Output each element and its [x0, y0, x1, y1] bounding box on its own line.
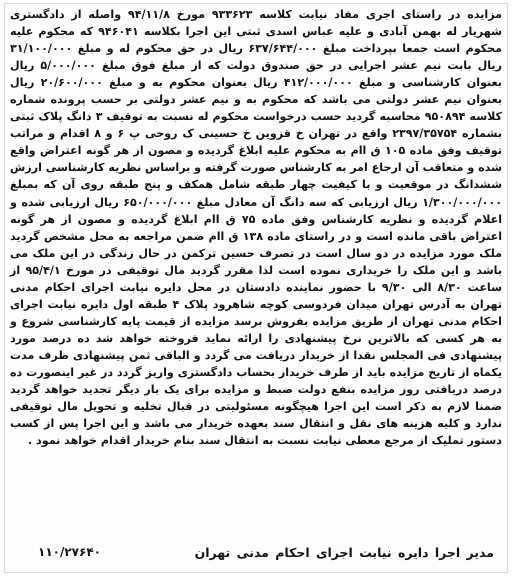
signature-title: مدیر اجرا دایره نیابت اجرای احکام مدنی تهران	[194, 545, 494, 560]
auction-notice-text: مزایده در راستای اجری مفاد نیابت کلاسه ۹۳۳۶۲۳ مورخ ۹۴/۱۱/۸ واصله از دادگستری شهریار له بهمن آبادی و علیه عباس اسدی ثبتی این اجرا بکلاسه ۹۴۶۰۴۱ که محکوم علیه محکوم است جمعا بپرداخت مبلغ ۶۳۷/۶۴۴/۰۰۰ ریال در حق محکوم له و مبلغ ۳۱/۱۰۰/۰۰۰ ریال بابت نیم عشر اجرایی در حق صندوق دولت که از مبلغ فوق مبلغ ۵/۰۰۰/۰۰۰ ریال بعنوان کارشناسی و مبلغ ۴۱۲/۰۰۰/۰۰۰ ریال بعنوان محکوم به و مبلغ ۲۰/۶۰۰/۰۰۰ ریال بعنوان نیم عشر دولتی می باشد که محکوم به و نیم عشر دولتی بر حسب پرونده شماره کلاسه ۹۵۰۸۹۴ محاسبه گردید حسب درخواست محکوم له نسبت به توقیف ۳ دانگ پلاک ثبتی بشماره ۲۳۹۷/۳۵۷۵۴ واقع در تهران خ قزوین خ حسینی ک روحی پ ۶ و ۸ اقدام و مراتب توقیف وفق ماده ۱۰۵ ق اام به محکوم علیه ابلاغ گردیده و مصون از هر گونه اعتراض واقع شده و متعاقب آن ارجاع امر به کارشناس صورت گرفته و براساس نظریه کارشناسی ارزش ششدانگ در موقعیت و با کیفیت چهار طبقه شامل همکف و پنج طبقه روی آن که بمبلغ ۱/۳۰۰/۰۰۰/۰۰۰ ریال ارزیابی که سه دانگ آن معادل مبلغ ۶۵۰/۰۰۰/۰۰۰ ریال ارزیابی شده و اعلام گردیده و نظریه کارشناس وفق ماده ۷۵ ق اام ابلاغ گردیده و مصون از هر گونه اعتراض باقی مانده است و در راستای ماده ۱۳۸ ق اام ضمن مراجعه به محل مشخص گردید ملک مورد مزایده در دو سال است در تصرف حسین ترکمن در حال زندگی در این ملک می باشد و این ملک را خریداری نموده است لذا مقرر گردید مال توقیفی در مورخ ۹۵/۴/۱ از ساعت ۸/۳۰ الی ۹/۳۰ با حضور نماینده دادستان در محل دایره نیابت اجرای احکام مدنی تهران به آدرس تهران میدان فردوسی کوچه شاهرود پلاک ۴ طبقه اول دایره نیابت اجرای احکام مدنی تهران از طریق مزایده بفروش برسد مزایده از قیمت پایه کارشناسی شروع و به هر کسی که بالاترین نرخ پیشنهادی را ارائه نماید فروخته خواهد شد ده درصد مورد پیشنهادی فی المجلس نقدا از خریدار دریافت می گردد و الباقی ثمن پیشنهادی ظرف مدت یکماه از تاریخ مزایده باید از طرف خریدار بحساب دادگستری واریز گردد در غیر اینصورت ده درصد دریافتی روز مزایده بنفع دولت ضبط و مزایده برای یک بار دیگر تجدید خواهد گردید ضمنا لازم به ذکر است این اجرا هیچگونه مسئولیتی در قبال تخلیه و تحویل مال توقیفی ندارد و کلیه هزینه های نقل و انتقال سند بعهده خریدار می باشد و این اجرا پس از کسب دستور تملیک از مرجع معطی نیابت نسبت به انتقال سند بنام خریدار اقدام خواهد نمود .	[10, 8, 503, 448]
signature-line	[10, 542, 502, 568]
notice-code: ۱۱۰/۲۷۶۴۰	[38, 545, 101, 559]
